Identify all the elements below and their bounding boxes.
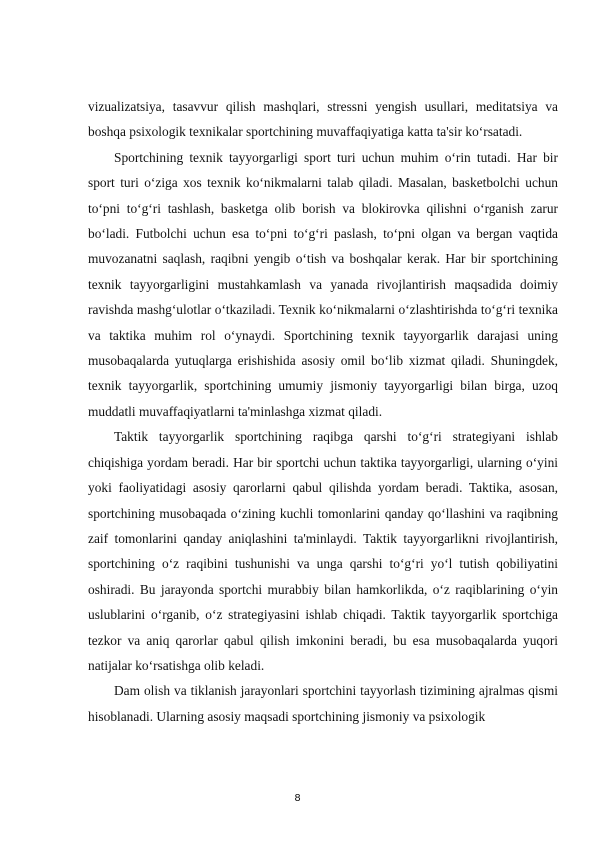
paragraph-tactical-preparation: Taktik tayyorgarlik sportchining raqibga qarshi to‘g‘ri strategiyani ishlab chiqishiga yordam beradi. Har bir sportchi uchun taktika tayyorgarligi, ularning o‘yini yoki faoliyatidagi asosiy qarorlarni qabul qilishda yordam beradi. Taktika, asosan, sportchining musobaqada o‘zining kuchli tomonlarini qanday qo‘llashini va raqibning zaif tomonlarini qanday aniqlashini ta'minlaydi. Taktik tayyorgarlikni rivojlantirish, sportchining o‘z raqibini tushunishi va unga qarshi to‘g‘ri yo‘l tutish qobiliyatini oshiradi. Bu jarayonda sportchi murabbiy bilan hamkorlikda, o‘z raqiblarining o‘yin uslublarini o‘rganib, o‘z strategiyasini ishlab chiqadi. Taktik tayyorgarlik sportchiga tezkor va aniq qarorlar qabul qilish imkonini beradi, bu esa musobaqalarda yuqori natijalar ko‘rsatishga olib keladi. <box>88 429 558 673</box>
document-body <box>88 94 558 729</box>
paragraph-continuation: vizualizatsiya, tasavvur qilish mashqlari, stressni yengish usullari, meditatsiya va boshqa psixologik texnikalar sportchining muvaffaqiyatiga katta ta'sir ko‘rsatadi. <box>88 99 558 140</box>
paragraph-technical-preparation: Sportchining texnik tayyorgarligi sport turi uchun muhim o‘rin tutadi. Har bir sport turi o‘ziga xos texnik ko‘nikmalarni talab qiladi. Masalan, basketbolchi uchun to‘pni to‘g‘ri tashlash, basketga olib borish va blokirovka qilishni o‘rganish zarur bo‘ladi. Futbolchi uchun esa to‘pni to‘g‘ri paslash, to‘pni olgan va bergan vaqtida muvozanatni saqlash, raqibni yengib o‘tish va boshqalar kerak. Har bir sportchining texnik tayyorgarligini mustahkamlash va yanada rivojlantirish maqsadida doimiy ravishda mashg‘ulotlar o‘tkaziladi. Texnik ko‘nikmalarni o‘zlashtirishda to‘g‘ri texnika va taktika muhim rol o‘ynaydi. Sportchining texnik tayyorgarlik darajasi uning musobaqalarda yutuqlarga erishishida asosiy omil bo‘lib xizmat qiladi. Shuningdek, texnik tayyorgarlik, sportchining umumiy jismoniy tayyorgarligi bilan birga, uzoq muddatli muvaffaqiyatlarni ta'minlashga xizmat qiladi. <box>88 149 558 419</box>
page-number: 8 <box>294 793 301 804</box>
paragraph-rest-recovery: Dam olish va tiklanish jarayonlari sportchini tayyorlash tizimining ajralmas qismi hisoblanadi. Ularning asosiy maqsadi sportchining jismoniy va psixologik <box>88 683 558 724</box>
